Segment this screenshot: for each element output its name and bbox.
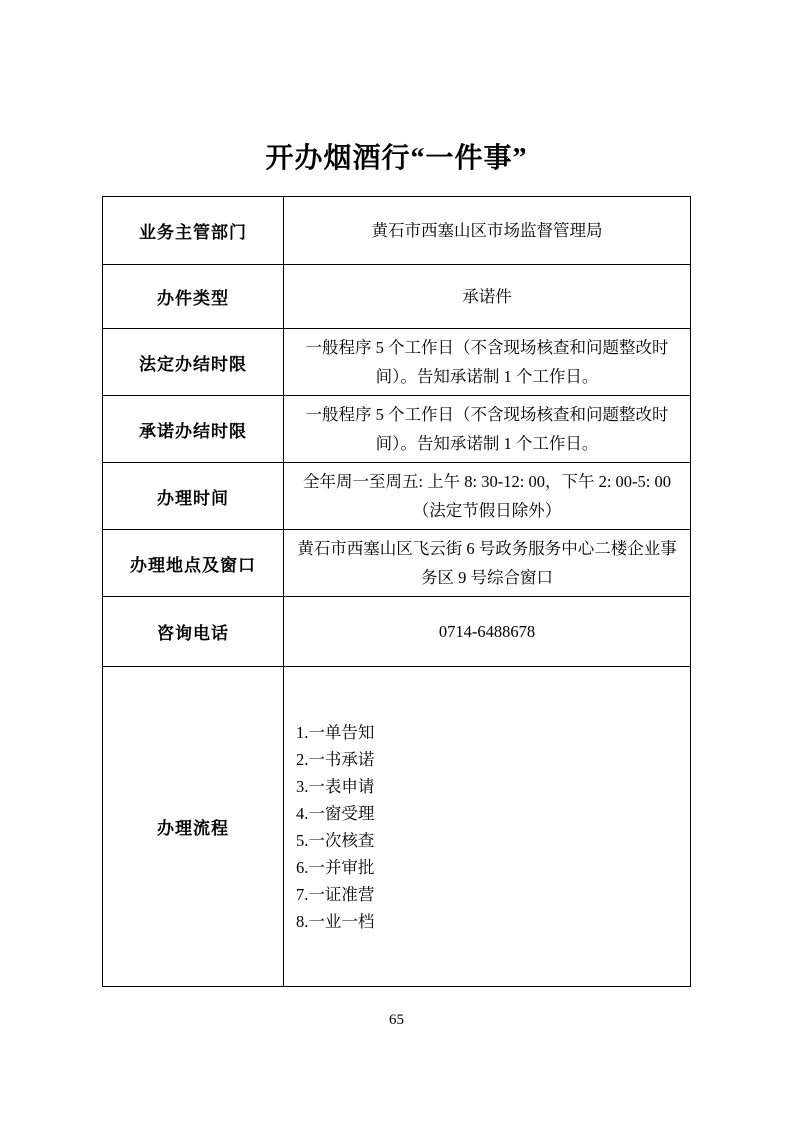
page-title: 开办烟酒行“一件事” xyxy=(265,143,528,174)
row-label: 办理时间 xyxy=(103,463,284,530)
process-item: 8.一业一档 xyxy=(296,911,375,931)
process-item: 6.一并审批 xyxy=(296,857,375,877)
row-value: 0714-6488678 xyxy=(284,597,691,667)
process-cell xyxy=(284,667,691,987)
page-number: 65 xyxy=(389,1012,404,1028)
row-value: 一般程序 5 个工作日（不含现场核查和问题整改时间）。告知承诺制 1 个工作日。 xyxy=(284,329,691,396)
process-item: 5.一次核查 xyxy=(296,830,375,850)
process-item: 4.一窗受理 xyxy=(296,803,375,823)
row-value: 承诺件 xyxy=(284,265,691,329)
row-value: 黄石市西塞山区飞云街 6 号政务服务中心二楼企业事务区 9 号综合窗口 xyxy=(284,530,691,597)
service-info-table xyxy=(102,196,691,987)
row-value: 一般程序 5 个工作日（不含现场核查和问题整改时间）。告知承诺制 1 个工作日。 xyxy=(284,396,691,463)
row-label: 业务主管部门 xyxy=(103,197,284,265)
process-item: 2.一书承诺 xyxy=(296,749,375,769)
table-row xyxy=(103,265,691,329)
table-row xyxy=(103,463,691,530)
table-row xyxy=(103,530,691,597)
process-item: 1.一单告知 xyxy=(296,722,375,742)
row-label: 法定办结时限 xyxy=(103,329,284,396)
table-row xyxy=(103,667,691,987)
table-row xyxy=(103,597,691,667)
process-item: 3.一表申请 xyxy=(296,776,375,796)
row-value: 黄石市西塞山区市场监督管理局 xyxy=(284,197,691,265)
process-item: 7.一证准营 xyxy=(296,884,375,904)
row-label: 办理流程 xyxy=(103,667,284,987)
row-label: 咨询电话 xyxy=(103,597,284,667)
table-row xyxy=(103,329,691,396)
table-row xyxy=(103,197,691,265)
row-label: 办理地点及窗口 xyxy=(103,530,284,597)
table-row xyxy=(103,396,691,463)
row-label: 办件类型 xyxy=(103,265,284,329)
process-list xyxy=(294,719,680,935)
row-value: 全年周一至周五: 上午 8: 30-12: 00，下午 2: 00-5: 00（法定节假日除外） xyxy=(284,463,691,530)
row-label: 承诺办结时限 xyxy=(103,396,284,463)
